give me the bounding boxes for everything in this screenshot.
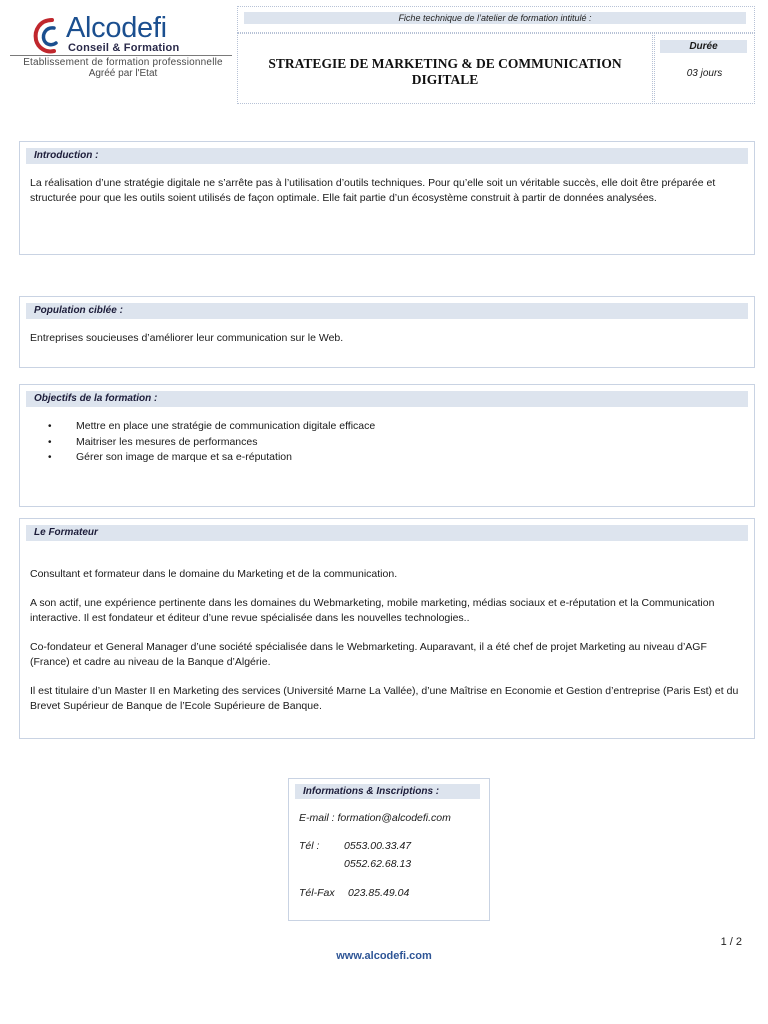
tel-label: Tél : xyxy=(299,840,320,852)
fiche-label: Fiche technique de l’atelier de formation intitulé : xyxy=(244,12,746,24)
duree-value: 03 jours xyxy=(686,68,723,79)
title-box xyxy=(237,33,653,104)
fax-label: Tél-Fax xyxy=(299,887,335,899)
duree-label: Durée xyxy=(660,40,747,53)
formateur-paragraph: Il est titulaire d’un Master II en Marketing des services (Université Marne La Vallée), d’une Maîtrise en Economie et Gestion d’entreprise (Paris Est) et du Brevet Supérieur de Banque de l’Ecole Supérieure de Banque. xyxy=(30,685,739,712)
formateur-paragraph: A son actif, une expérience pertinente dans les domaines du Webmarketing, mobile marketing, médias sociaux et e-réputation et la Communication interactive. Il est fondateur et éditeur d’une revue spécialisée dans les nouvelles technologies.. xyxy=(30,597,715,624)
formateur-body xyxy=(30,567,748,728)
document-title: STRATEGIE DE MARKETING & DE COMMUNICATION DIGITALE xyxy=(268,56,622,87)
introduction-text: La réalisation d’une stratégie digitale ne s’arrête pas à l’utilisation d’outils techniques. Pour qu’elle soit un véritable succès, elle doit être préparée et structurée pour que les outils soient utilisés de façon optimale. Elle fait partie d’un écosystème construit à partir de données analysées. xyxy=(30,177,716,204)
objectifs-list xyxy=(30,419,748,466)
info-heading: Informations & Inscriptions : xyxy=(295,784,480,799)
formateur-section xyxy=(19,518,755,739)
population-text: Entreprises soucieuses d’améliorer leur communication sur le Web. xyxy=(30,332,344,344)
logo-tagline: Etablissement de formation professionnelle xyxy=(23,57,223,68)
formateur-paragraph: Co-fondateur et General Manager d’une société spécialisée dans le Webmarketing. Auparavant, il a été chef de projet Marketing au niveau d’AGF (France) et cadre au niveau de la Banque d’Algérie. xyxy=(30,641,707,668)
introduction-section xyxy=(19,141,755,255)
fax-number[interactable]: 023.85.49.04 xyxy=(348,887,410,899)
company-logo xyxy=(10,10,236,82)
fiche-header xyxy=(237,6,755,33)
logo-accreditation: Agréé par l'Etat xyxy=(88,68,158,79)
logo-swirl-icon xyxy=(32,16,66,56)
objectifs-section xyxy=(19,384,755,507)
page-number: 1 / 2 xyxy=(720,936,742,948)
list-item: • Mettre en place une stratégie de communication digitale efficace xyxy=(30,419,748,435)
tel-number-2[interactable]: 0552.62.68.13 xyxy=(344,858,412,870)
formateur-heading: Le Formateur xyxy=(26,525,748,541)
introduction-heading: Introduction : xyxy=(26,148,748,164)
tel-number-1[interactable]: 0553.00.33.47 xyxy=(344,840,412,852)
logo-subtitle: Conseil & Formation xyxy=(68,42,180,54)
info-box xyxy=(288,778,490,921)
email-line[interactable]: E-mail : formation@alcodefi.com xyxy=(299,812,451,824)
formateur-paragraph: Consultant et formateur dans le domaine du Marketing et de la communication. xyxy=(30,568,398,580)
objectifs-heading: Objectifs de la formation : xyxy=(26,391,748,407)
list-item: • Gérer son image de marque et sa e-réputation xyxy=(30,450,748,466)
population-section xyxy=(19,296,755,368)
list-item: • Maitriser les mesures de performances xyxy=(30,435,748,451)
logo-name: Alcodefi xyxy=(66,12,167,44)
duree-box xyxy=(654,33,755,104)
logo-divider xyxy=(10,55,232,56)
population-heading: Population ciblée : xyxy=(26,303,748,319)
website-link[interactable]: www.alcodefi.com xyxy=(336,950,432,962)
